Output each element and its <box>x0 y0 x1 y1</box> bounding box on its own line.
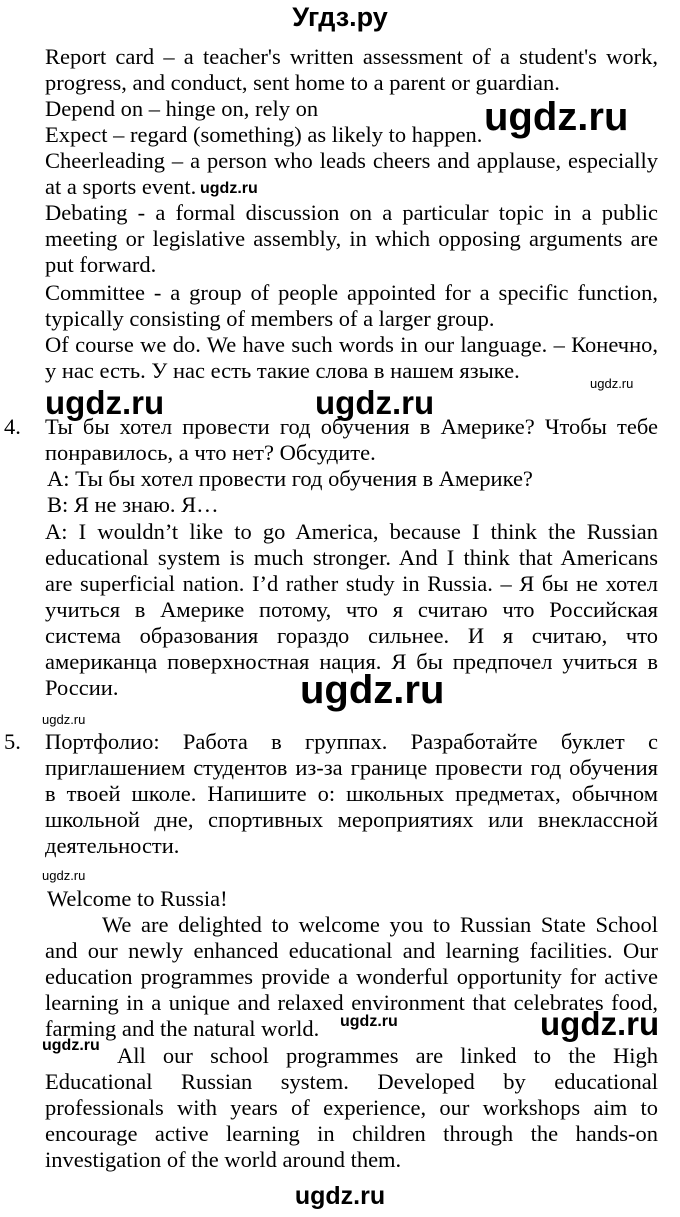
letter-paragraph-1: We are delighted to welcome you to Russian State School and our newly enhanced educational and learning facilities. Our education programmes provide a wonderful opportunity for active learning in a unique and relaxed environment that celebrates food, farming and the natural world. <box>45 912 658 1041</box>
watermark-mid-center: ugdz.ru <box>315 384 435 421</box>
task-5-number: 5. <box>4 729 21 754</box>
definition-committee: Committee - a group of people appointed for a specific function, typically consisting of members of a larger group. <box>45 280 658 331</box>
watermark-small-cheer: ugdz.ru <box>200 180 258 197</box>
watermark-mid-right: ugdz.ru <box>540 1005 660 1042</box>
task-5-question: Портфолио: Работа в группах. Разработайте буклет с приглашением студентов из-за границе провести год обучения в твоей школе. Напишите о: школьных предметах, обычном школьной дне, спортивных мероприятиях или внеклассной деятельности. <box>45 729 658 858</box>
watermark-small-farming: ugdz.ru <box>340 1013 398 1030</box>
task-4-number: 4. <box>4 414 21 439</box>
letter-paragraph-2: All our school programmes are linked to the High Educational Russian system. Developed by educational professionals with years of experience, our workshops aim to encourage active learning in children through the hands-on investigation of the world around them. <box>45 1043 658 1172</box>
task-4-question: Ты бы хотел провести год обучения в Америке? Чтобы тебе понравилось, а что нет? Обсудите. <box>45 414 658 465</box>
definition-expect: Expect – regard (something) as likely to happen. <box>45 122 483 147</box>
watermark-tiny-letter: ugdz.ru <box>42 868 86 883</box>
task-4-answer: A: I wouldn’t like to go America, because I think the Russian educational system is much stronger. And I think that Americans are superficial nation. I’d rather study in Russia. – Я бы не хотел учиться в Америке потому, что я считаю что Российская система образования гораздо сильнее. И я считаю, что американца поверхностная нация. Я бы предпочел учиться в России. <box>45 519 658 700</box>
page-header-site: Угдз.ру <box>292 2 388 32</box>
definition-of-course: Of course we do. We have such words in our language. – Конечно, у нас есть. У нас есть такие слова в нашем языке. <box>45 332 658 383</box>
definition-report-card: Report card – a teacher's written assessment of a student's work, progress, and conduct, sent home to a parent or guardian. <box>45 44 658 95</box>
watermark-tiny-lang: ugdz.ru <box>590 376 634 391</box>
definition-cheerleading: Cheerleading – a person who leads cheers and applause, especially at a sports event. <box>45 148 658 199</box>
watermark-large-center: ugdz.ru <box>300 668 445 712</box>
dialogue-line-b: B: Я не знаю. Я… <box>47 492 219 517</box>
watermark-mid-left: ugdz.ru <box>45 384 165 421</box>
watermark-tiny-task5: ugdz.ru <box>42 712 86 727</box>
watermark-small-paragraph2: ugdz.ru <box>42 1037 100 1054</box>
watermark-large-top: ugdz.ru <box>484 95 629 139</box>
definition-debating: Debating - a formal discussion on a particular topic in a public meeting or legislative assembly, in which opposing arguments are put forward. <box>45 200 658 277</box>
dialogue-line-a: A: Ты бы хотел провести год обучения в Америке? <box>47 466 533 491</box>
definition-depend-on: Depend on – hinge on, rely on <box>45 96 319 121</box>
letter-greeting: Welcome to Russia! <box>47 886 228 911</box>
page-footer-site: ugdz.ru <box>294 1182 386 1210</box>
